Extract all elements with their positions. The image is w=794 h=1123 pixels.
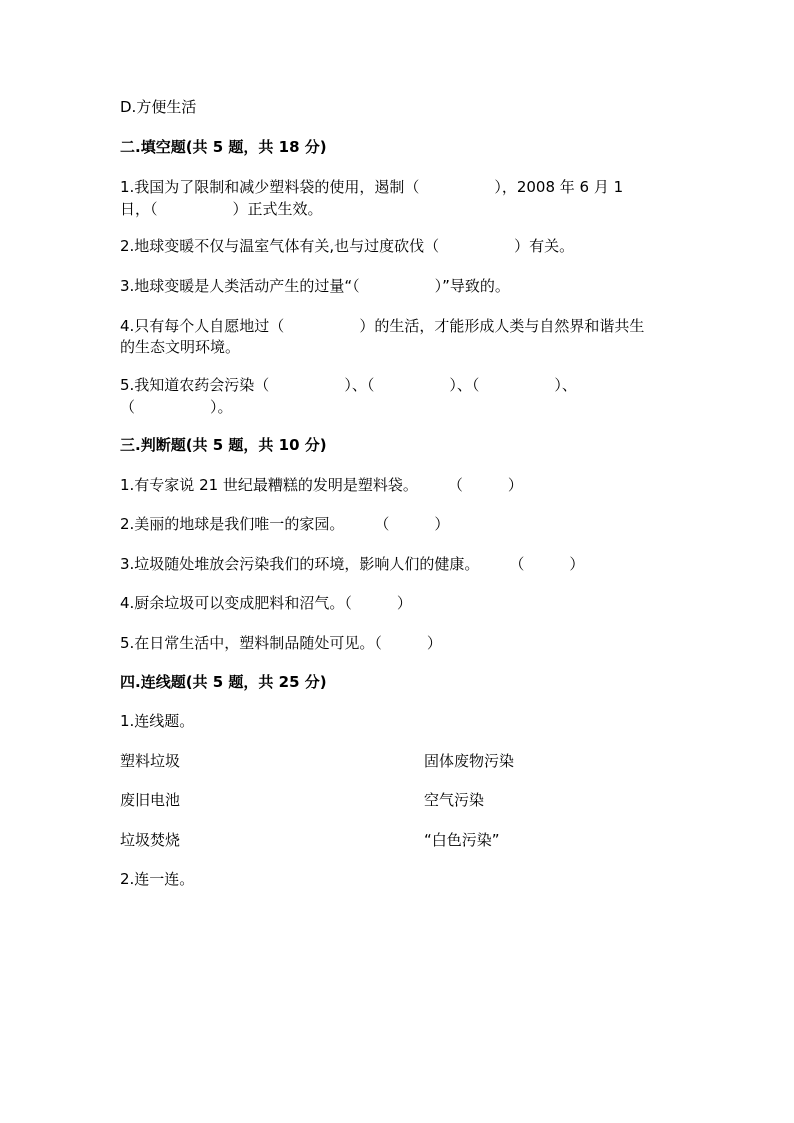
match-right-item: “白色污染” — [424, 831, 500, 849]
judge-q4: 4.厨余垃圾可以变成肥料和沼气。（ ） — [120, 594, 412, 612]
fill-q5-line1: 5.我知道农药会污染（ ）、（ ）、（ ）、 — [120, 376, 577, 394]
fill-q1-line1: 1.我国为了限制和减少塑料袋的使用，遏制（ ），2008 年 6 月 1 — [120, 178, 624, 196]
match-right-item: 空气污染 — [424, 791, 485, 809]
match-right-item: 固体废物污染 — [424, 752, 515, 770]
match-left-item: 垃圾焚烧 — [120, 831, 181, 849]
section2-heading: 二.填空题(共 5 题，共 18 分) — [120, 138, 327, 156]
match-q1-label: 1.连线题。 — [120, 712, 195, 730]
match-left-item: 塑料垃圾 — [120, 752, 181, 770]
fill-q2: 2.地球变暖不仅与温室气体有关,也与过度砍伐（ ）有关。 — [120, 237, 575, 255]
fill-q1-line2: 日，（ ）正式生效。 — [120, 200, 323, 218]
match-left-item: 废旧电池 — [120, 791, 181, 809]
top-option: D.方便生活 — [120, 98, 197, 116]
fill-q4-line2: 的生态文明环境。 — [120, 338, 241, 356]
fill-q3: 3.地球变暖是人类活动产生的过量“（ ）”导致的。 — [120, 277, 510, 295]
fill-q5-line2: （ ）。 — [120, 398, 233, 416]
section3-heading: 三.判断题(共 5 题，共 10 分) — [120, 436, 327, 454]
section4-heading: 四.连线题(共 5 题，共 25 分) — [120, 673, 327, 691]
fill-q4-line1: 4.只有每个人自愿地过（ ）的生活，才能形成人类与自然界和谐共生 — [120, 317, 645, 335]
judge-q5: 5.在日常生活中，塑料制品随处可见。（ ） — [120, 634, 442, 652]
judge-q1: 1.有专家说 21 世纪最糟糕的发明是塑料袋。 （ ） — [120, 476, 523, 494]
judge-q3: 3.垃圾随处堆放会污染我们的环境，影响人们的健康。 （ ） — [120, 555, 585, 573]
judge-q2: 2.美丽的地球是我们唯一的家园。 （ ） — [120, 515, 450, 533]
match-q2-label: 2.连一连。 — [120, 870, 195, 888]
